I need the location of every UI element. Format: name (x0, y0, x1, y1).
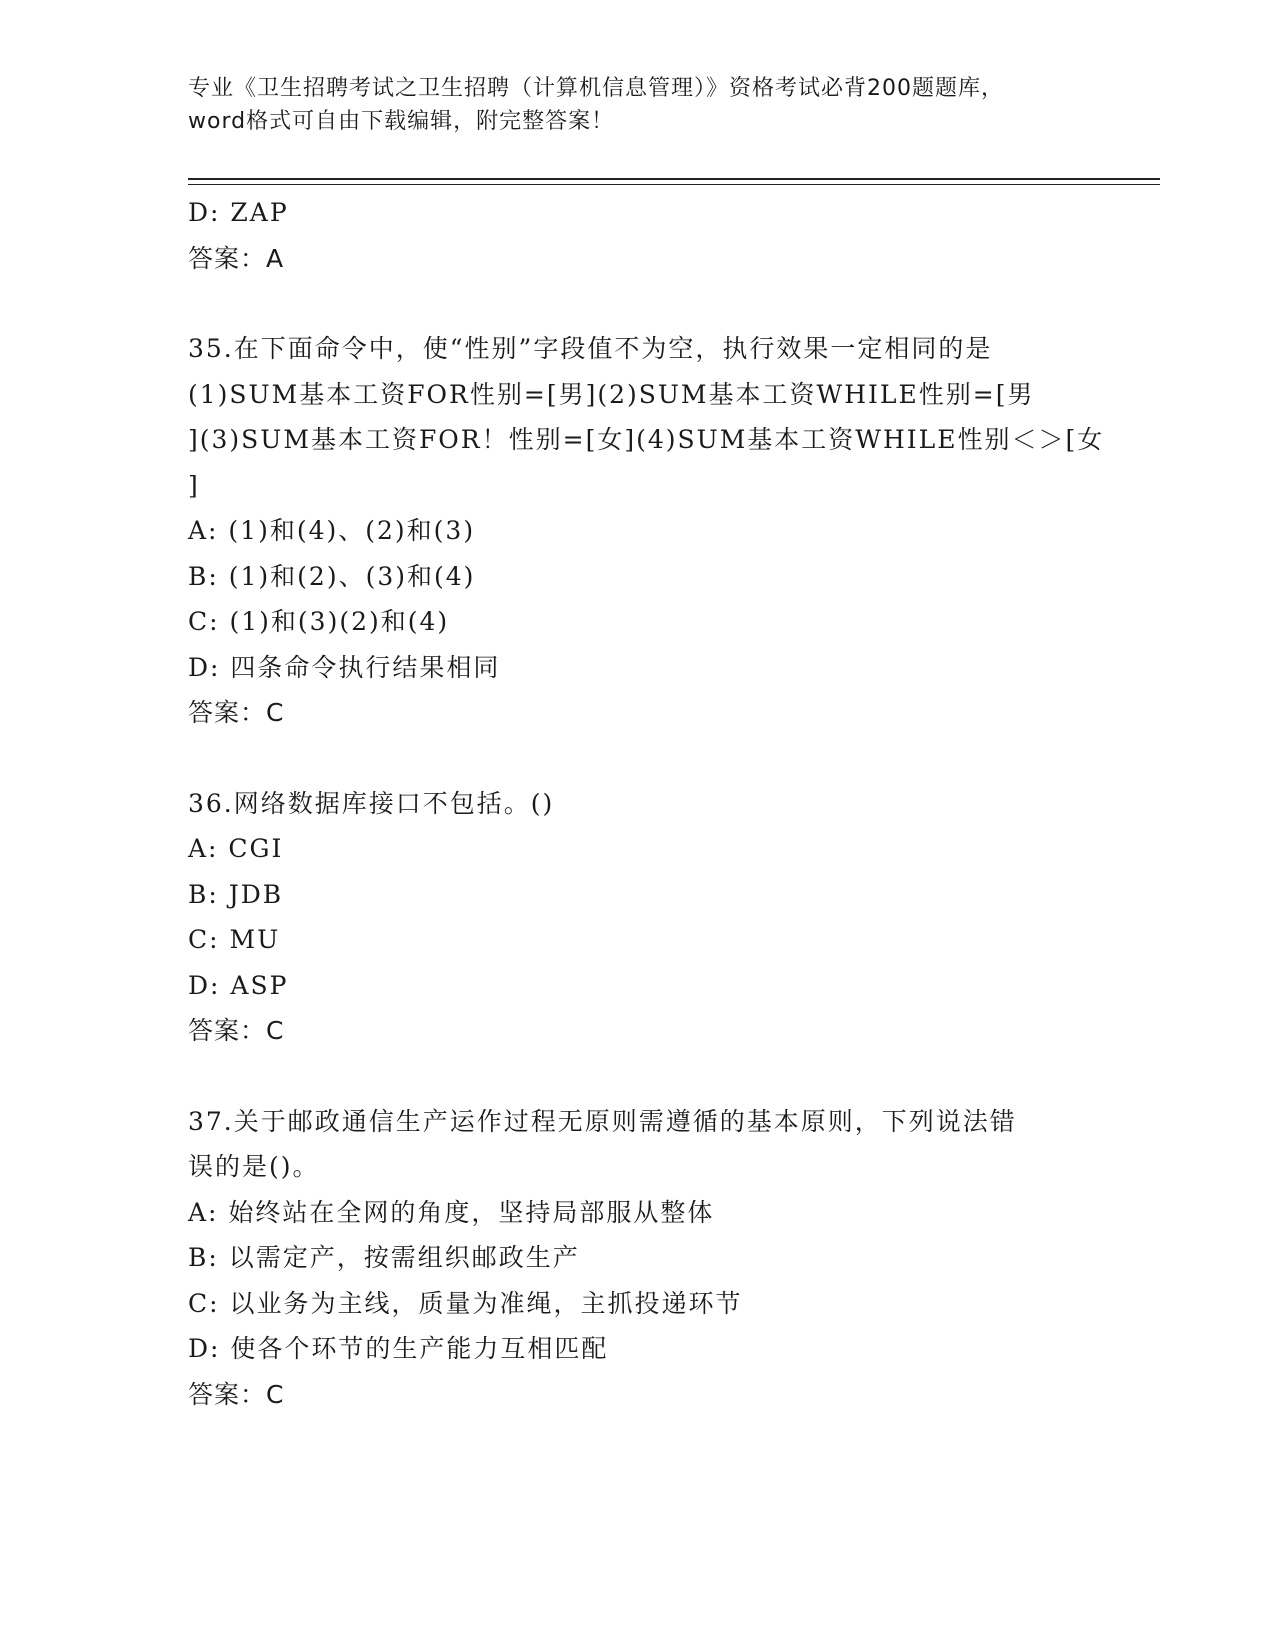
header-divider-thin (188, 184, 1160, 185)
answer-line: 答案：C (188, 1016, 285, 1045)
answer-line: 答案：C (188, 698, 285, 727)
header-title-line-1: 专业《卫生招聘考试之卫生招聘（计算机信息管理）》资格考试必背200题题库， (188, 76, 1004, 101)
question-list (188, 190, 1105, 1417)
question-35 (188, 326, 1105, 736)
option-d: D: ASP (188, 970, 289, 1000)
option-b: B: 以需定产，按需组织邮政生产 (188, 1243, 580, 1272)
spacer (188, 1054, 1088, 1099)
answer-line: 答案：A (188, 243, 285, 273)
answer-line: 答案：C (188, 1379, 285, 1409)
option-a: A: 始终站在全网的角度，坚持局部服从整体 (188, 1197, 715, 1227)
question-stem-line-1: 35.在下面命令中，使“性别”字段值不为空，执行效果一定相同的是 (188, 334, 993, 363)
option-b: B: JDB (188, 879, 284, 909)
document-header (188, 72, 1088, 138)
question-stem-line-1: 37.关于邮政通信生产运作过程无原则需遵循的基本原则，下列说法错 (188, 1106, 1017, 1136)
question-36 (188, 781, 1088, 1054)
spacer (188, 736, 1088, 781)
option-b: B: (1)和(2)、(3)和(4) (188, 561, 476, 591)
option-c: C: 以业务为主线，质量为准绳，主抓投递环节 (188, 1288, 743, 1318)
option-d: D: 使各个环节的生产能力互相匹配 (188, 1334, 609, 1363)
option-a: A: (1)和(4)、(2)和(3) (188, 516, 476, 545)
option-d: D: 四条命令执行结果相同 (188, 652, 501, 682)
previous-question-tail (188, 190, 1088, 281)
question-stem-line-1: 36.网络数据库接口不包括。() (188, 788, 555, 818)
header-divider-thick (188, 178, 1160, 180)
question-stem-line-2: 误的是()。 (188, 1152, 320, 1181)
option-c: C: MU (188, 925, 281, 954)
question-stem-line-2: (1)SUM基本工资FOR性别=[男](2)SUM基本工资WHILE性别=[男 (188, 379, 1035, 409)
option-c: C: (1)和(3)(2)和(4) (188, 607, 450, 636)
question-37 (188, 1099, 1088, 1418)
header-title-line-2: word格式可自由下载编辑，附完整答案！ (188, 109, 615, 134)
option-d: D: ZAP (188, 198, 289, 227)
spacer (188, 281, 1088, 326)
question-stem-line-3: ](3)SUM基本工资FOR！性别=[女](4)SUM基本工资WHILE性别＜＞[女 (188, 425, 1105, 454)
option-a: A: CGI (188, 834, 284, 863)
question-stem-line-4: ] (188, 470, 200, 500)
